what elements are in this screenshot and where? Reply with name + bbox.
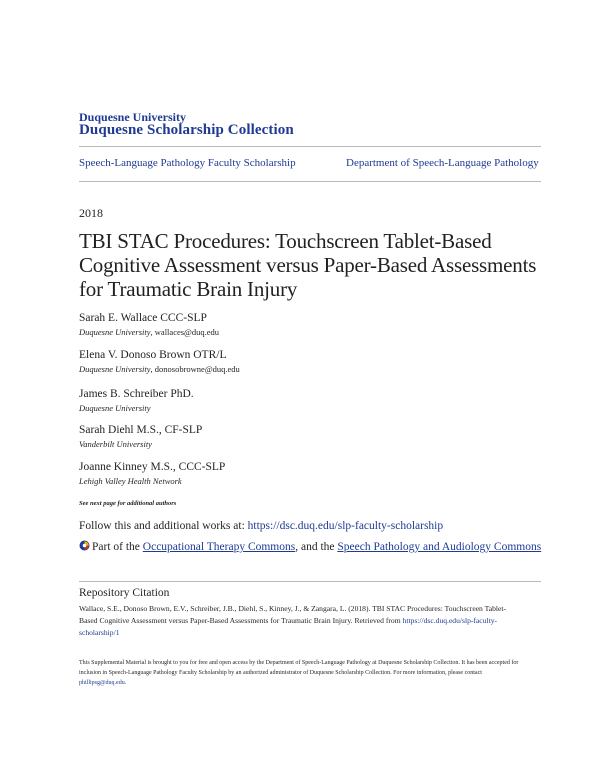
notice-text: This Supplemental Material is brought to you for free and open access by the Department of Speech-Language Pathology at Duquesne Scholarship Collection. It has been accepted for inclusion in Speech-Language Pathology Faculty Scholarship by an authorized administrator of Duquesne Scholarship Collection. For more information, please contact [79,660,519,676]
citation-link[interactable]: https://dsc.duq.edu/slp-faculty-scholarship/1 [79,616,498,637]
follow-line [79,520,443,532]
citation-divider [79,581,541,582]
contact-email-link[interactable]: phillipsg@duq.edu [79,680,125,686]
author-name: James B. Schreiber PhD. [79,388,194,400]
speech-pathology-commons-link[interactable]: Speech Pathology and Audiology Commons [337,541,542,553]
author-name: Elena V. Donoso Brown OTR/L [79,349,227,361]
part-of-mid: , and the [295,541,338,553]
author-affiliation: Vanderbilt University [79,439,152,449]
header-divider [79,146,541,147]
notice-end: . [124,680,127,686]
part-of-prefix: Part of the [92,541,143,553]
document-title: TBI STAC Procedures: Touchscreen Tablet-Based Cognitive Assessment versus Paper-Based Assessments for Traumatic Brain Injury [79,229,537,301]
repository-citation-heading: Repository Citation [79,587,170,599]
author-affiliation: Lehigh Valley Health Network [79,476,182,486]
part-of-line [79,540,549,555]
affiliation-name: Duquesne University [79,327,151,337]
series-link[interactable]: Speech-Language Pathology Faculty Scholarship [79,157,296,169]
follow-link[interactable]: https://dsc.duq.edu/slp-faculty-scholarship [247,520,444,532]
department-link[interactable]: Department of Speech-Language Pathology [346,157,539,169]
author-affiliation: Duquesne University [79,403,151,413]
citation-text: Wallace, S.E., Donoso Brown, E.V., Schreiber, J.B., Diehl, S., Kinney, J., & Zangara, L. (2018). TBI STAC Procedures: Touchscreen Tablet-Based Cognitive Assessment versus Paper-Based Assessments for Traumatic Brain Injury. Retrieved from [79,604,507,625]
affiliation-name: Duquesne University [79,364,151,374]
access-notice [79,658,524,688]
author-affiliation [79,327,219,337]
author-affiliation [79,364,240,374]
author-name: Joanne Kinney M.S., CCC-SLP [79,461,226,473]
author-email: , wallaces@duq.edu [150,327,220,337]
open-access-icon [79,540,90,551]
occupational-therapy-commons-link[interactable]: Occupational Therapy Commons [142,541,296,553]
author-email: , donosobrowne@duq.edu [150,364,240,374]
follow-text: Follow this and additional works at: [79,520,248,532]
repository-citation [79,603,524,639]
author-name: Sarah E. Wallace CCC-SLP [79,312,207,324]
additional-authors-note: See next page for additional authors [79,500,177,507]
nav-divider [79,181,541,182]
university-name: Duquesne University [79,110,187,124]
publication-year: 2018 [79,206,103,220]
collection-link[interactable]: Duquesne Scholarship Collection [79,122,294,138]
author-name: Sarah Diehl M.S., CF-SLP [79,424,203,436]
